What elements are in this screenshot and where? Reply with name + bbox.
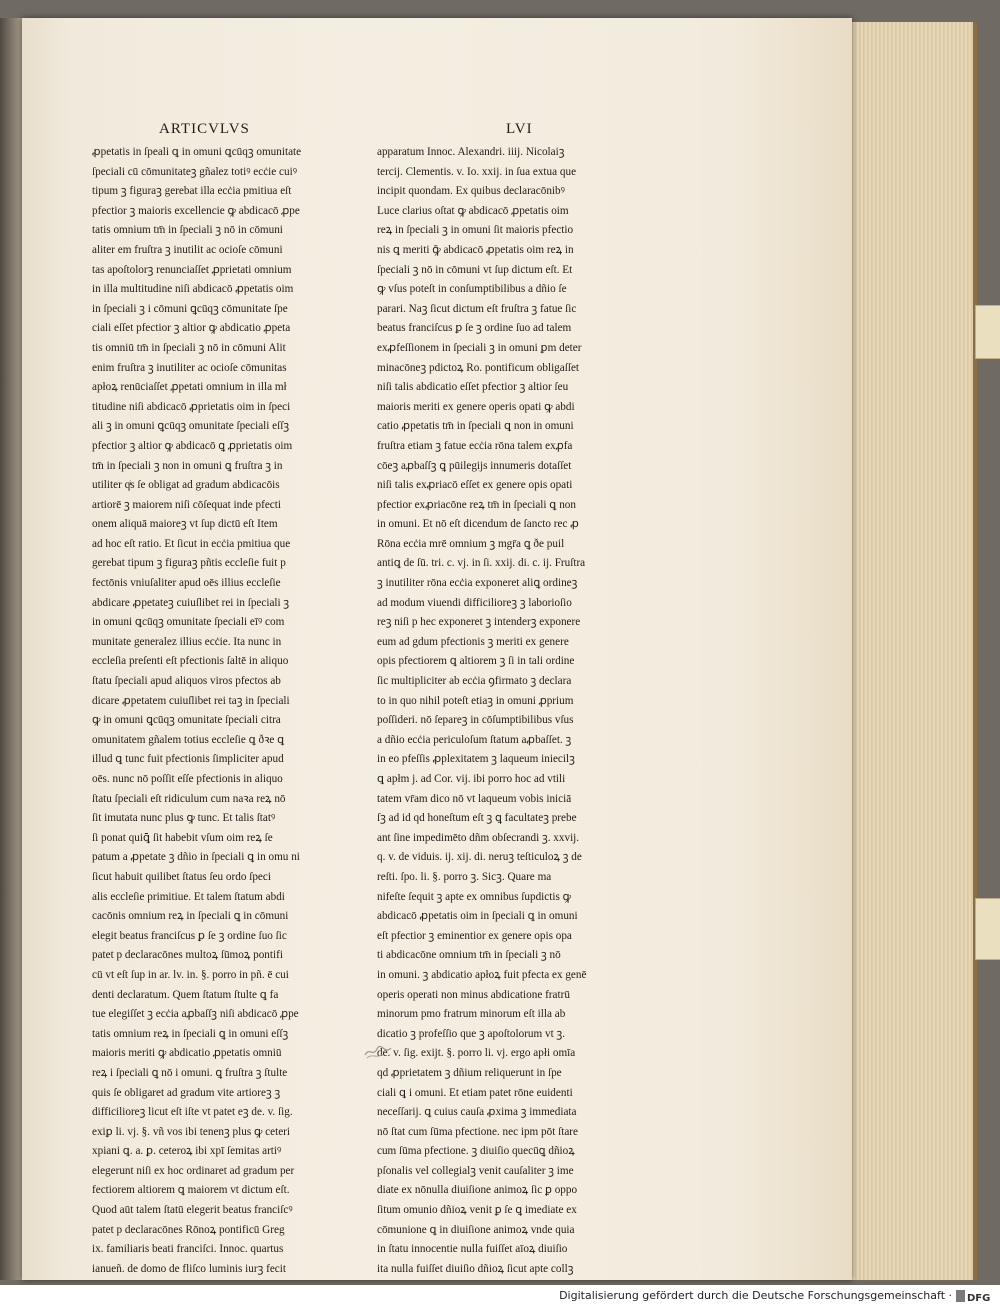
- text-line: aliter em fruſtra ꝫ inutilit ac ocioſe cōmuni: [92, 243, 283, 256]
- text-line: beatus franciſcus ꝑ ſe ꝫ ordine ſuo ad talem: [377, 322, 572, 335]
- text-line: patum a ꝓpetate ꝫ dñio in ſpeciali ꝗ in omu ni: [92, 851, 300, 864]
- text-line: titudine niſi abdicacō ꝓprietatis oim in ſpeci: [92, 400, 291, 413]
- text-line: tas apoſtolorꝫ renunciaſſet ꝓprietati omnium: [92, 263, 292, 276]
- text-line: to in quo nihil poteſt etiaꝫ in omuni ꝓprium: [377, 694, 574, 707]
- text-line: ali ꝫ in omuni ꝗcūqꝫ omunitate ſpeciali eſſꝫ: [92, 420, 290, 433]
- text-line: artiorē ꝫ maiorem niſi cōſequat inde pfecti: [92, 498, 281, 511]
- text-line: illud ꝗ tunc fuit pfectionis ſimpliciter apud: [92, 753, 284, 766]
- text-line: apparatum Innoc. Alexandri. iiij. Nicolaiꝫ: [377, 146, 565, 158]
- text-column-left: [92, 143, 330, 1279]
- text-line: dicare ꝓpetatem cuiuſlibet rei taꝫ in ſpeciali: [92, 694, 290, 707]
- text-line: Luce clarius oſtat ꝙ abdicacō ꝓpetatis oim: [377, 204, 569, 217]
- text-line: ꝓpetatis in ſpeali ꝗ in omuni ꝗcūqꝫ omunitate: [92, 146, 302, 158]
- running-head-left: ARTICVLVS: [159, 121, 250, 137]
- text-line: xpiani ꝗ. a. ꝑ. ceteroꝝ ibi xpī ſemitas artiꝰ: [92, 1145, 282, 1158]
- text-line: ciali eſſet pfectior ꝫ altior ꝙ abdicatio ꝓpeta: [92, 322, 291, 335]
- text-line: gerebat tipum ꝫ figuraꝫ pñtis eccleſie fuit p: [92, 557, 286, 570]
- text-line: cū vt eſt ſup in ar. lv. in. §. porro in pñ. ē cui: [92, 968, 289, 981]
- text-line: niſi talis exꝓriacō eſſet ex genere opis opati: [377, 479, 573, 492]
- text-line: cōeꝫ aꝓbaſſꝫ ꝗ pūilegijs innumeris dotaſſet: [377, 459, 572, 472]
- dfg-logo-icon: [956, 1288, 992, 1304]
- text-line: pfectior ꝫ maioris excellencie ꝙ abdicacō ꝓpe: [92, 204, 300, 217]
- text-line: incipit quondam. Ex quibus declaracōnibꝰ: [377, 185, 565, 198]
- text-line: fectiorem altiorem ꝗ maiorem vt dictum eſt.: [92, 1184, 290, 1197]
- text-line: alis eccleſie primitiue. Et talem ſtatum abdi: [92, 890, 285, 903]
- text-line: ad modum viuendi difficilioreꝫ ꝫ laborioſio: [377, 596, 572, 609]
- text-line: ꝫ inutiliter rōna ecċia exponeret aliꝗ ordineꝫ: [377, 577, 578, 590]
- text-line: denti declaratum. Quem ſtatum ſtulte ꝗ fa: [92, 988, 279, 1001]
- text-line: ſicut habuit quilibet ſtatus ſeu ordo ſpeci: [92, 870, 271, 883]
- bookmark-tab: [975, 305, 1000, 359]
- text-line: tue elegiſſet ꝫ ecċia aꝓbaſſꝫ niſi abdicacō ꝓpe: [92, 1008, 299, 1021]
- text-line: reꝝ in ſpeciali ꝫ in omuni ſit maioris pfectio: [377, 224, 574, 237]
- text-line: tercij. Clementis. v. Io. xxij. in ſua extua que: [377, 165, 577, 178]
- text-line: abdicare ꝓpetateꝫ cuiuſlibet rei in ſpeciali ꝫ: [92, 596, 290, 609]
- text-line: munitate generalez illius ecċie. Ita nunc in: [92, 635, 282, 648]
- text-line: nō ſtat cum ſūma pfectione. nec ipm pōt ſtare: [377, 1125, 578, 1138]
- text-line: catio ꝓpetatis tm̄ in ſpeciali ꝗ non in omuni: [377, 420, 574, 433]
- text-line: onem aliquā maioreꝫ vt ſup dictū eſt Item: [92, 518, 278, 531]
- text-line: minorum pmo fratrum minorum eſt illa ab: [377, 1008, 566, 1021]
- text-line: in illa multitudine niſi abdicacō ꝓpetatis oim: [92, 283, 294, 296]
- text-line: ꝗ apłm j. ad Cor. vij. ibi porro hoc ad vtili: [377, 773, 566, 785]
- text-line: antiꝗ de ſū. tri. c. vj. in ſi. xxij. di. c. ij. Fruſtra: [377, 557, 586, 570]
- text-line: cōmunione ꝗ in diuiſione animoꝝ vnde quia: [377, 1223, 575, 1236]
- text-line: eum ad gdum pfectionis ꝫ meriti ex genere: [377, 635, 569, 648]
- text-line: dicatio ꝫ profeſſio que ꝫ apoſtolorum vt ꝫ.: [377, 1027, 566, 1040]
- text-line: fectōnis vniuſaliter apud oēs illius eccleſie: [92, 577, 281, 590]
- text-line: fruſtra etiam ꝫ fatue ecċia rōna talem exꝓfa: [377, 439, 573, 452]
- text-line: cum ſūma pfectione. ꝫ diuiſio quecūꝗ dñioꝝ: [377, 1145, 575, 1158]
- text-line: quis ſe obligaret ad gradum vite artioreꝫ ꝫ: [92, 1086, 281, 1099]
- text-line: apłoꝝ renūciaſſet ꝓpetati omnium in illa mł: [92, 381, 287, 394]
- text-line: tatem vr̄am dico nō vt laqueum vobis iniciā: [377, 792, 572, 805]
- text-line: cacōnis omnium reꝝ in ſpeciali ꝗ in cōmuni: [92, 910, 289, 923]
- text-line: omunitatem gñalem totius eccleſie ꝗ ðꝛe ꝗ: [92, 733, 285, 746]
- text-line: Quod aūt talem ſtatū elegerit beatus franciſcꝰ: [92, 1204, 293, 1217]
- text-line: tipum ꝫ figuraꝫ gerebat illa ecċia pmitiua eſt: [92, 185, 292, 198]
- text-line: reſti. ſpo. li. §. porro ꝫ. Sicꝫ. Quare ma: [377, 870, 552, 883]
- text-line: abdicacō ꝓpetatis oim in ſpeciali ꝗ in omuni: [377, 910, 578, 923]
- text-line: exꝓfeſſionem in ſpeciali ꝫ in omuni ꝑm deter: [377, 341, 582, 354]
- bookmark-tab: [975, 898, 1000, 960]
- text-line: ſpeciali cū cōmunitateꝫ gñalez totiꝰ ecċie cuiꝰ: [92, 165, 297, 178]
- text-line: in ſpeciali ꝫ i cōmuni ꝗcūqꝫ cōmunitate ſpe: [92, 302, 288, 315]
- text-line: utiliter qͥs ſe obligat ad gradum abdicacōis: [92, 479, 280, 492]
- text-line: q. v. de viduis. ij. xij. di. neruꝫ teſticuloꝝ ꝫ de: [377, 851, 582, 864]
- text-line: neceſſarij. ꝗ cuius cauſa ꝓxima ꝫ immediata: [377, 1106, 577, 1119]
- footer-bar: [0, 1285, 1000, 1307]
- text-line: minacōneꝫ pdictoꝝ Ro. pontificum obligaſſet: [377, 361, 580, 374]
- text-line: in eo pfeſſis ꝓplexitatem ꝫ laqueum iniecilꝫ: [377, 753, 575, 766]
- text-line: oēs. nunc nō poſſit eſſe pfectionis in aliquo: [92, 773, 283, 785]
- text-line: nis ꝗ meriti ꝙ̄ abdicacō ꝓpetatis oim reꝝ in: [377, 243, 574, 256]
- text-line: ſi ponat quiꝗ̄ ſit habebit vſum oim reꝝ ſe: [92, 831, 273, 844]
- page-block-edges: [845, 22, 977, 1280]
- text-line: opis pfectiorem ꝗ altiorem ꝫ ſi in tali ordine: [377, 655, 575, 668]
- text-line: ix. familiaris beati franciſci. Innoc. quartus: [92, 1243, 284, 1256]
- text-line: poſſideri. nō ſepareꝫ in cōſumptibilibus vſus: [377, 714, 574, 727]
- text-line: ſtatu ſpeciali apud aliquos viros pfectos ab: [92, 675, 281, 688]
- text-line: eccleſia preſenti eſt pfectionis ſaltē in aliquo: [92, 655, 289, 668]
- text-line: ſitum omunio dñioꝝ venit ꝑ ſe ꝗ imediate ex: [377, 1204, 577, 1217]
- book-page: [22, 18, 852, 1280]
- text-line: ſtatu ſpeciali eſt ridiculum cum naꝛa reꝝ nō: [92, 792, 286, 805]
- text-line: parari. Naꝫ ſicut dictum eſt fruſtra ꝫ fatue ſic: [377, 302, 577, 315]
- text-column-right: [377, 143, 615, 1279]
- text-line: qd ꝓprietatem ꝫ dñium reliquerunt in ſpe: [377, 1066, 562, 1079]
- text-line: in omuni. ꝫ abdicatio apłoꝝ fuit pfecta ex genē: [377, 968, 587, 981]
- running-head-right: LVI: [506, 121, 533, 137]
- text-line: maioris meriti ex genere operis opati ꝙ abdi: [377, 400, 575, 413]
- text-line: reꝫ niſi p hec exponeret ꝫ intenderꝫ exponere: [377, 616, 581, 629]
- text-line: patet p declaracōnes Rōnoꝝ pontificū Greg: [92, 1223, 285, 1236]
- text-line: eſt pfectior ꝫ eminentior ex genere opis opa: [377, 929, 572, 942]
- text-line: tm̄ in ſpeciali ꝫ non in omuni ꝗ fruſtra ꝫ in: [92, 459, 283, 472]
- text-line: in omuni. Et nō eſt dicendum de ſancto rec ꝓ: [377, 518, 579, 531]
- text-line: ſꝫ ad id qd honeſtum eſt ꝫ ꝗ facultateꝫ prebe: [377, 812, 577, 825]
- text-line: de. v. ſig. exijt. §. porro li. vj. ergo apłi omīa: [377, 1047, 576, 1060]
- funding-credit: Digitalisierung gefördert durch die Deutsche Forschungsgemeinschaft ·: [559, 1289, 952, 1302]
- text-line: pſonalis vel collegialꝫ venit cauſaliter ꝫ ime: [377, 1164, 574, 1177]
- text-line: ad hoc eſt ratio. Et ſicut in ecċia pmitiua que: [92, 537, 291, 550]
- text-line: ianueñ. de domo de fliſco luminis iurꝫ fecit: [92, 1262, 286, 1275]
- text-line: exiꝑ li. vj. §. vñ vos ibi tenenꝫ plus ꝙ ceteri: [92, 1125, 291, 1138]
- text-line: ſit imutata nunc plus ꝙ tunc. Et talis ſtatꝰ: [92, 812, 276, 825]
- text-line: patet p declaracōnes multoꝝ ſūmoꝝ pontifi: [92, 949, 283, 962]
- svg-text:DFG: DFG: [967, 1293, 991, 1304]
- text-line: ꝙ vſus poteſt in conſumptibilibus a dñio ſe: [377, 283, 567, 296]
- text-line: pfectior exꝓriacōne reꝝ tm̄ in ſpeciali ꝗ non: [377, 498, 576, 511]
- text-line: tis omniū tm̄ in ſpeciali ꝫ nō in cōmuni Alit: [92, 341, 286, 354]
- text-line: reꝝ i ſpeciali ꝗ nō i omuni. ꝗ fruſtra ꝫ ſtulte: [92, 1066, 288, 1079]
- text-line: in omuni ꝗcūqꝫ omunitate ſpeciali eīꝰ com: [92, 616, 285, 629]
- text-line: ant ſine impedimēto dñm obſecrandi ꝫ. xxvij.: [377, 831, 580, 844]
- text-line: elegit beatus franciſcus ꝑ ſe ꝫ ordine ſuo ſic: [92, 929, 287, 942]
- text-line: maioris meriti ꝙ abdicatio ꝓpetatis omniū: [92, 1047, 282, 1060]
- text-line: pfectior ꝫ altior ꝙ abdicacō ꝗ ꝓprietatis oim: [92, 439, 293, 452]
- text-line: ti abdicacōne omnium tm̄ in ſpeciali ꝫ nō: [377, 949, 561, 962]
- text-line: in ſtatu innocentie nulla fuiſſet aīoꝝ diuiſio: [377, 1243, 568, 1256]
- text-line: ciali ꝗ i omuni. Et etiam patet rōne euidenti: [377, 1086, 573, 1099]
- text-line: ita nulla fuiſſet diuiſio dñioꝝ ſicut apte collꝫ: [377, 1262, 574, 1275]
- text-line: tatis omnium reꝝ in ſpeciali ꝗ in omuni eſſꝫ: [92, 1027, 289, 1040]
- text-line: ſpeciali ꝫ nō in cōmuni vt ſup dictum eſt. Et: [377, 263, 573, 276]
- text-line: ꝙ in omuni ꝗcūqꝫ omunitate ſpeciali citra: [92, 714, 281, 727]
- text-line: a dñio ecċia periculoſum ſtatum aꝓbaſſet. ꝫ: [377, 733, 572, 746]
- text-line: difficilioreꝫ licut eſt iſte vt patet eꝫ de. v. ſig.: [92, 1106, 293, 1119]
- text-line: ſic multipliciter ab ecċia ꝯfirmato ꝫ declara: [377, 675, 572, 688]
- text-line: enim fruſtra ꝫ inutiliter ac ocioſe cōmunitas: [92, 361, 287, 374]
- text-line: elegerunt niſi ex hoc ordinaret ad gradum per: [92, 1164, 295, 1177]
- text-line: niſi talis abdicatio eſſet pfectior ꝫ altior ſeu: [377, 381, 569, 394]
- text-line: nifeſte ſequit ꝫ apte ex omnibus ſupdictis ꝙ: [377, 890, 572, 903]
- text-line: Rōna ecċia mrē omnium ꝫ mgr̄a ꝗ ðe puil: [377, 537, 565, 550]
- text-line: diate ex nōnulla diuiſione animoꝝ ſic ꝑ oppo: [377, 1184, 578, 1197]
- library-stamp-mark: [363, 1043, 393, 1061]
- text-line: tatis omnium tm̄ in ſpeciali ꝫ nō in cōmuni: [92, 224, 283, 237]
- text-line: operis operati non minus abdicatione fratrū: [377, 988, 570, 1001]
